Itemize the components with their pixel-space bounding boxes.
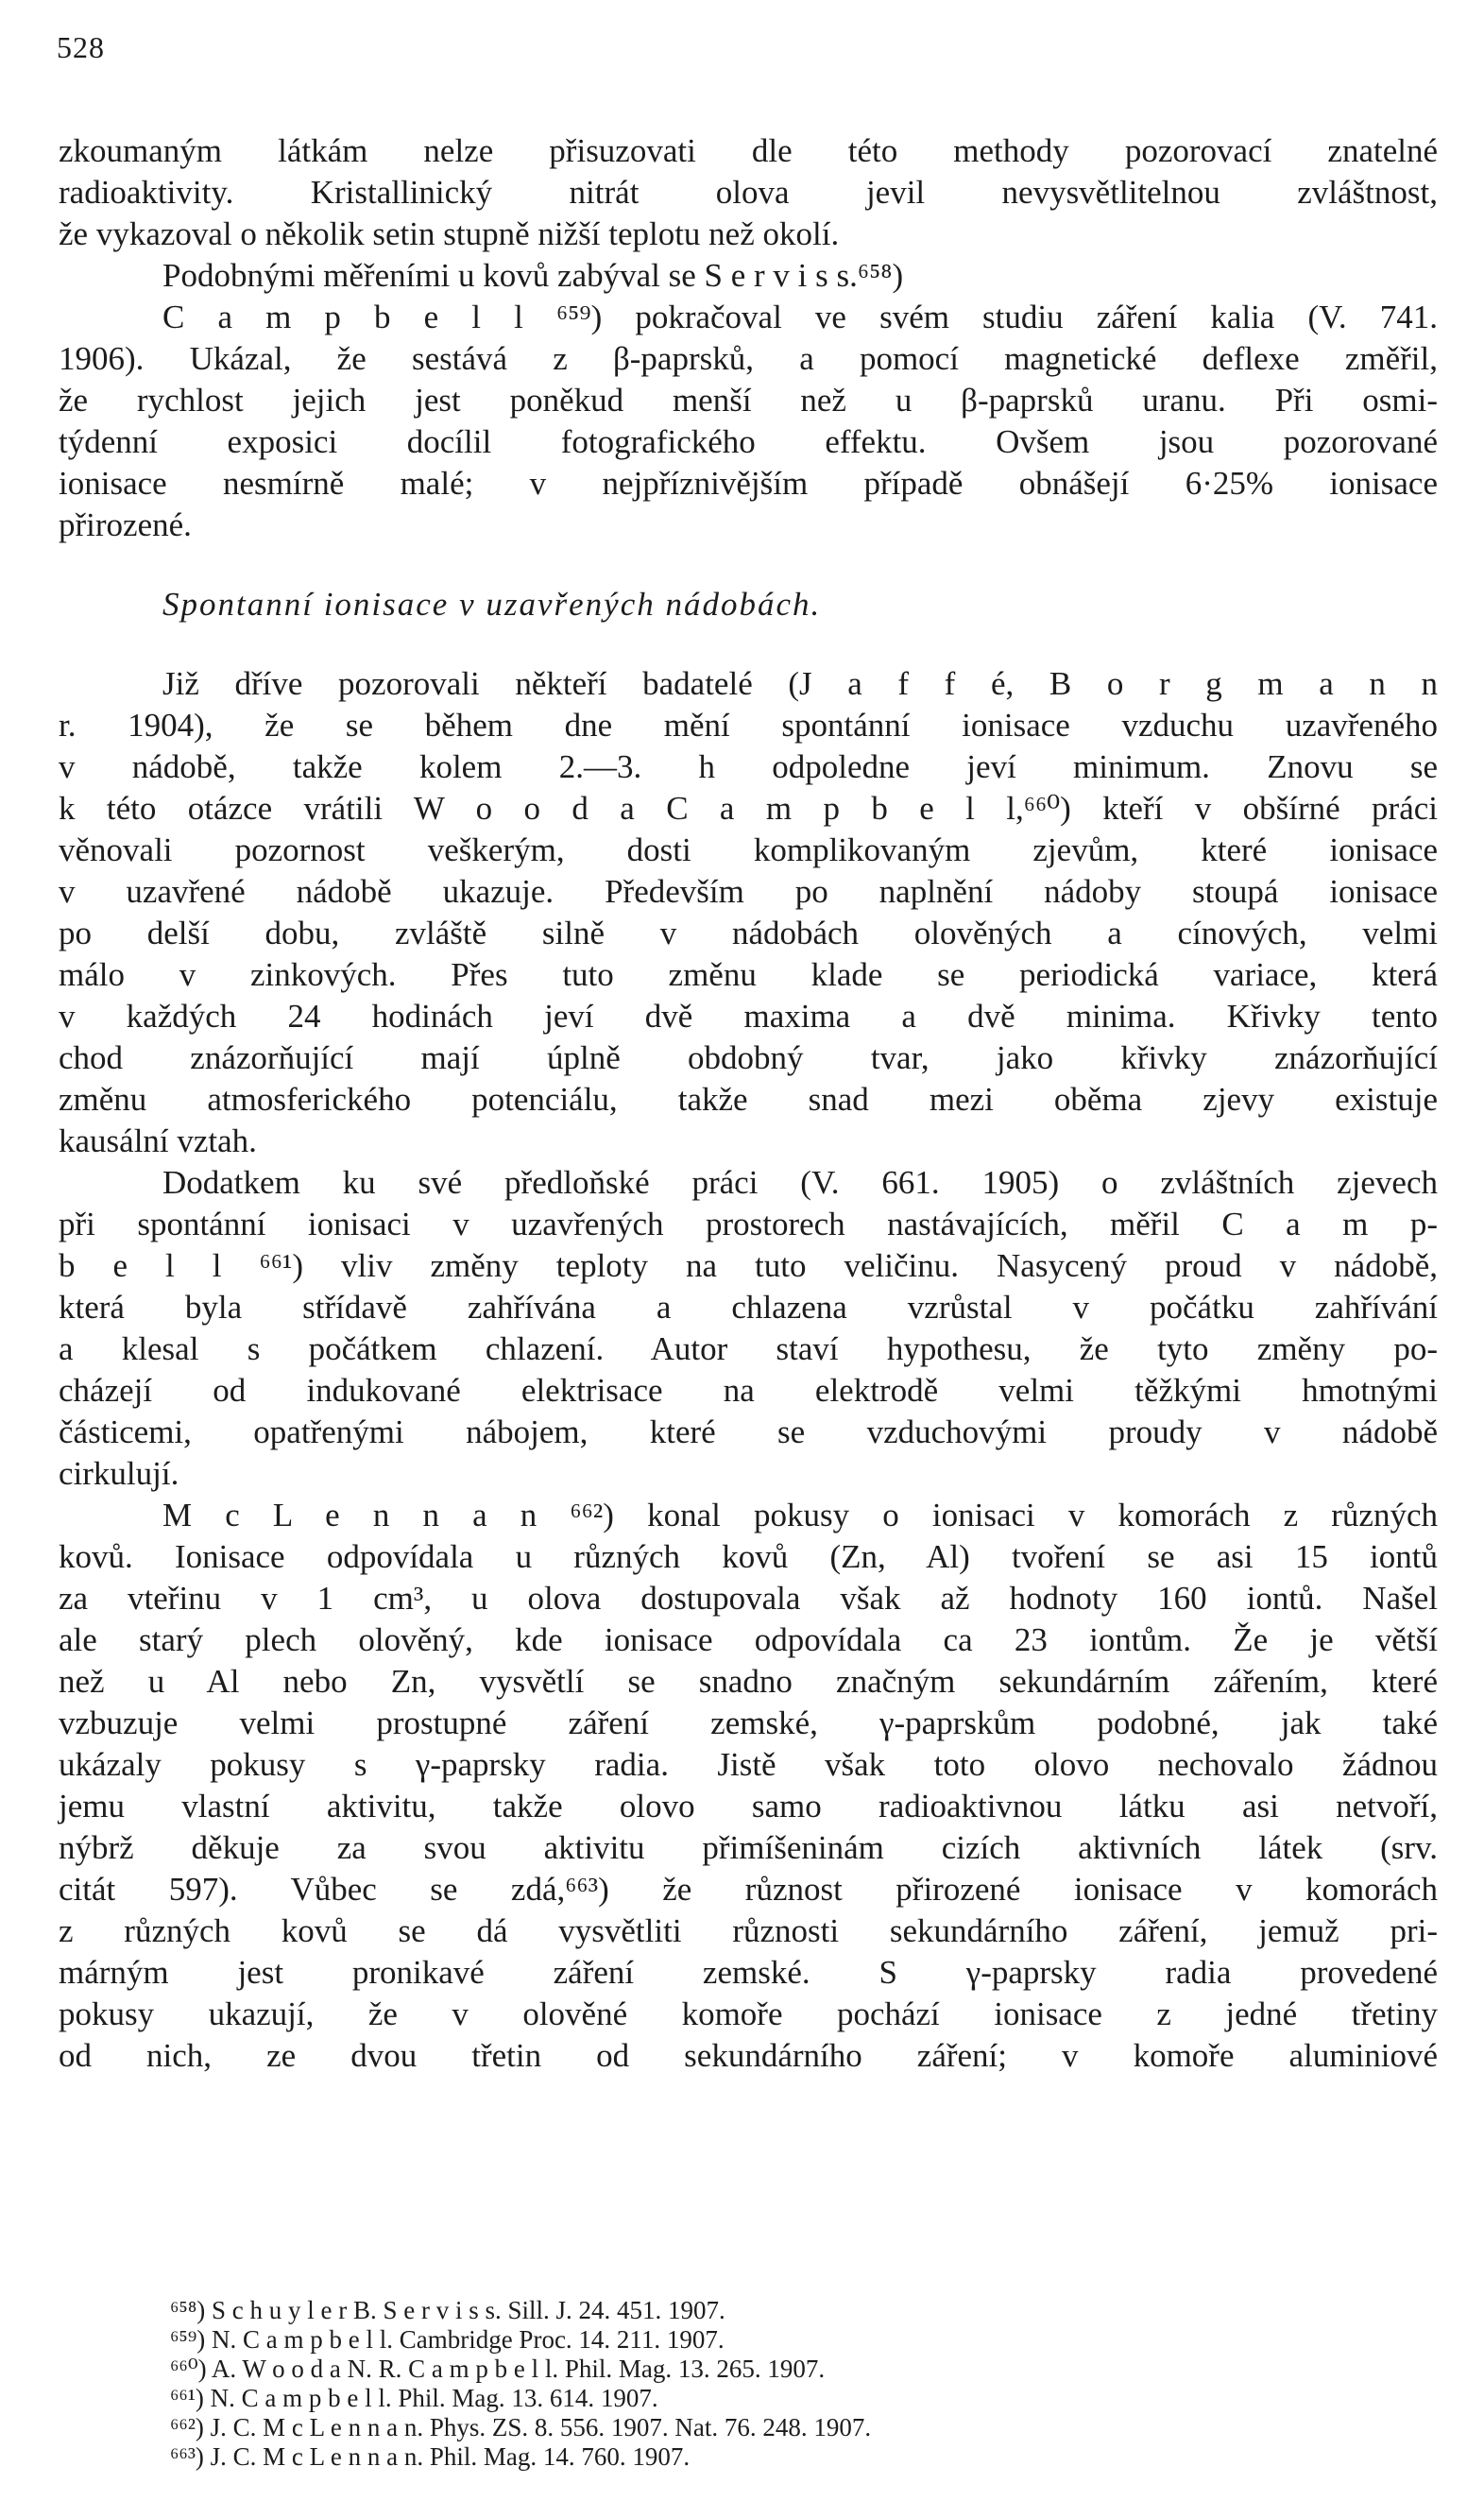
text-line: týdenní exposici docílil fotografického effektu. Ovšem jsou pozorované bbox=[59, 423, 1438, 460]
text-line: málo v zinkových. Přes tuto změnu klade se periodická variace, která bbox=[59, 956, 1438, 993]
text-line: cházejí od indukované elektrisace na elektrodě velmi těžkými hmotnými bbox=[59, 1372, 1438, 1409]
paragraph-serviss bbox=[59, 255, 1438, 297]
text-line: než u Al nebo Zn, vysvětlí se snadno značným sekundárním zářením, které bbox=[59, 1663, 1438, 1700]
text-line: kausální vztah. bbox=[59, 1122, 257, 1159]
footnotes bbox=[170, 2296, 1304, 2472]
text-line: pokusy ukazují, že v olověné komoře pochází ionisace z jedné třetiny bbox=[59, 1996, 1438, 2032]
text-line: že rychlost jejich jest poněkud menší než u β-paprsků uranu. Při osmi- bbox=[59, 382, 1438, 419]
footnote: ⁶⁶¹) N. C a m p b e l l. Phil. Mag. 13. 614. 1907. bbox=[170, 2384, 658, 2412]
text-line: Již dříve pozorovali někteří badatelé (J a f f é, B o r g m a n n bbox=[162, 665, 1438, 702]
text-line: věnovali pozornost veškerým, dosti komplikovaným zjevům, které ionisace bbox=[59, 831, 1438, 868]
text-line: citát 597). Vůbec se zdá,⁶⁶³) že různost přirozené ionisace v komorách bbox=[59, 1871, 1438, 1908]
text-line: která byla střídavě zahřívána a chlazena vzrůstal v počátku zahřívání bbox=[59, 1289, 1438, 1326]
text-line: v každých 24 hodinách jeví dvě maxima a dvě minima. Křivky tento bbox=[59, 998, 1438, 1035]
text-line: r. 1904), že se během dne mění spontánní ionisace vzduchu uzavřeného bbox=[59, 707, 1438, 744]
text-line: z různých kovů se dá vysvětliti různosti sekundárního záření, jemuž pri- bbox=[59, 1912, 1438, 1949]
text-line: b e l l ⁶⁶¹) vliv změny teploty na tuto veličinu. Nasycený proud v nádobě, bbox=[59, 1247, 1438, 1284]
text-line: ale starý plech olověný, kde ionisace odpovídala ca 23 iontům. Že je větší bbox=[59, 1621, 1438, 1658]
text-line: radioaktivity. Kristallinický nitrát olova jevil nevysvětlitelnou zvláštnost, bbox=[59, 174, 1438, 211]
footnote: ⁶⁶²) J. C. M c L e n n a n. Phys. ZS. 8. 556. 1907. Nat. 76. 248. 1907. bbox=[170, 2413, 872, 2441]
text-line: částicemi, opatřenými nábojem, které se vzduchovými proudy v nádobě bbox=[59, 1413, 1438, 1450]
paragraph-spontaneous-ionisation bbox=[59, 663, 1438, 1162]
text-line: 1906). Ukázal, že sestává z β-paprsků, a pomocí magnetické deflexe změřil, bbox=[59, 340, 1438, 377]
text-line: C a m p b e l l ⁶⁵⁹) pokračoval ve svém studiu záření kalia (V. 741. bbox=[162, 299, 1438, 335]
text-line: v uzavřené nádobě ukazuje. Především po naplnění nádoby stoupá ionisace bbox=[59, 873, 1438, 910]
text-line: nýbrž děkuje za svou aktivitu přimíšeninám cizích aktivních látek (srv. bbox=[59, 1829, 1438, 1866]
footnote: ⁶⁶⁰) A. W o o d a N. R. C a m p b e l l. Phil. Mag. 13. 265. 1907. bbox=[170, 2355, 826, 2383]
footnote: ⁶⁵⁸) S c h u y l e r B. S e r v i s s. Sill. J. 24. 451. 1907. bbox=[170, 2296, 725, 2324]
text-line: po delší dobu, zvláště silně v nádobách olověných a cínových, velmi bbox=[59, 915, 1438, 951]
text-line: při spontánní ionisaci v uzavřených prostorech nastávajících, měřil C a m p- bbox=[59, 1206, 1438, 1242]
paragraph-radioactivity-metals bbox=[59, 130, 1438, 255]
text-line: cirkulují. bbox=[59, 1455, 179, 1492]
text-line: ukázaly pokusy s γ-paprsky radia. Jistě však toto olovo nechovalo žádnou bbox=[59, 1746, 1438, 1783]
text-line: kovů. Ionisace odpovídala u různých kovů (Zn, Al) tvoření se asi 15 iontů bbox=[59, 1538, 1438, 1575]
page-number: 528 bbox=[57, 30, 105, 64]
text-line: a klesal s počátkem chlazení. Autor staví hypothesu, že tyto změny po- bbox=[59, 1330, 1438, 1367]
text-line: k této otázce vrátili W o o d a C a m p b e l l,⁶⁶⁰) kteří v obšírné práci bbox=[59, 790, 1438, 827]
main-text bbox=[59, 130, 1438, 2077]
text-line: od nich, ze dvou třetin od sekundárního záření; v komoře aluminiové bbox=[59, 2037, 1438, 2074]
text-line: vzbuzuje velmi prostupné záření zemské, γ-paprskům podobné, jak také bbox=[59, 1704, 1438, 1741]
text-line: Podobnými měřeními u kovů zabýval se S e r v i s s.⁶⁵⁸) bbox=[162, 257, 904, 294]
text-line: M c L e n n a n ⁶⁶²) konal pokusy o ionisaci v komorách z různých bbox=[162, 1497, 1438, 1533]
text-line: chod znázorňující mají úplně obdobný tvar, jako křivky znázorňující bbox=[59, 1039, 1438, 1076]
paragraph-campbell-kalium bbox=[59, 297, 1438, 546]
text-line: márným jest pronikavé záření zemské. S γ-paprsky radia provedené bbox=[59, 1954, 1438, 1991]
footnote: ⁶⁵⁹) N. C a m p b e l l. Cambridge Proc. 14. 211. 1907. bbox=[170, 2325, 725, 2354]
text-line: ionisace nesmírně malé; v nejpříznivějším případě obnášejí 6·25% ionisace bbox=[59, 465, 1438, 502]
text-line: přirozené. bbox=[59, 506, 192, 543]
text-line: za vteřinu v 1 cm³, u olova dostupovala však až hodnoty 160 iontů. Našel bbox=[59, 1580, 1438, 1617]
text-line: zkoumaným látkám nelze přisuzovati dle této methody pozorovací znatelné bbox=[59, 132, 1438, 169]
paragraph-mclennan bbox=[59, 1495, 1438, 2077]
text-line: v nádobě, takže kolem 2.—3. h odpoledne jeví minimum. Znovu se bbox=[59, 748, 1438, 785]
paragraph-campbell-temperature bbox=[59, 1162, 1438, 1495]
text-line: změnu atmosferického potenciálu, takže snad mezi oběma zjevy existuje bbox=[59, 1081, 1438, 1118]
text-line: Dodatkem ku své předloňské práci (V. 661. 1905) o zvláštních zjevech bbox=[162, 1164, 1438, 1201]
section-heading: Spontanní ionisace v uzavřených nádobách. bbox=[162, 586, 822, 623]
text-line: jemu vlastní aktivitu, takže olovo samo radioaktivnou látku asi netvoří, bbox=[59, 1788, 1438, 1824]
text-line: že vykazoval o několik setin stupně nižší teplotu než okolí. bbox=[59, 215, 840, 252]
footnote: ⁶⁶³) J. C. M c L e n n a n. Phil. Mag. 14. 760. 1907. bbox=[170, 2442, 691, 2471]
